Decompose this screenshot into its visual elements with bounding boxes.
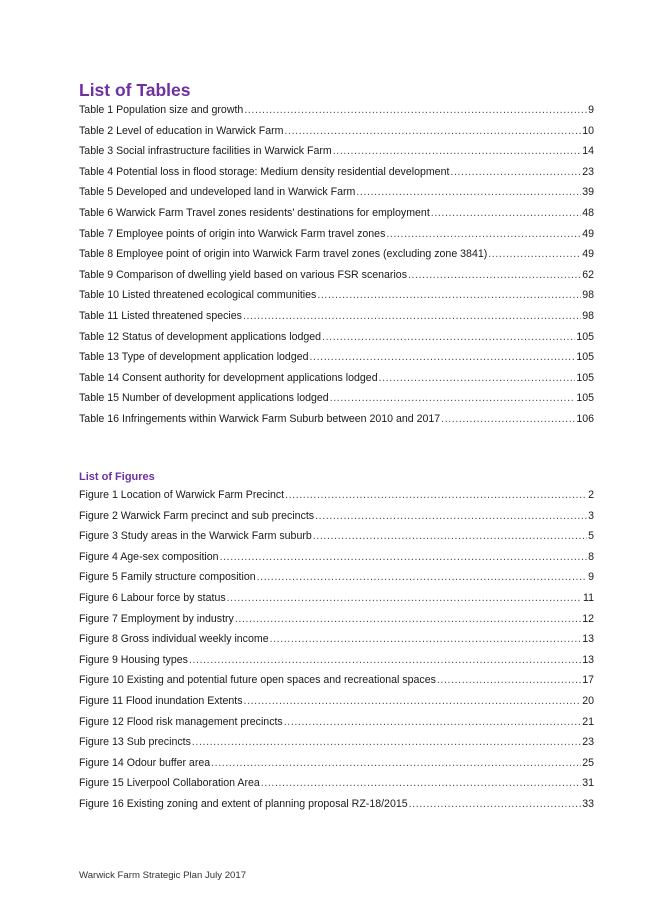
toc-entry-page-number: 62 <box>582 268 594 281</box>
toc-entry-page-number: 23 <box>582 736 594 749</box>
toc-entry-page-number: 105 <box>576 371 594 384</box>
toc-entry[interactable] <box>79 247 594 268</box>
toc-entry-page-number: 105 <box>576 330 594 343</box>
toc-entry[interactable] <box>79 124 594 145</box>
dot-leader <box>310 350 576 364</box>
toc-entry[interactable] <box>79 756 594 777</box>
dot-leader <box>192 735 581 749</box>
list-of-figures-heading: List of Figures <box>79 471 155 483</box>
dot-leader <box>211 756 581 770</box>
toc-entry-page-number: 33 <box>582 797 594 810</box>
page-footer: Warwick Farm Strategic Plan July 2017 <box>79 870 247 881</box>
toc-entry[interactable] <box>79 330 594 351</box>
toc-entry-page-number: 49 <box>582 227 594 240</box>
dot-leader <box>284 715 581 729</box>
toc-entry-page-number: 12 <box>582 612 594 625</box>
toc-entry-page-number: 49 <box>582 248 594 261</box>
toc-entry-page-number: 5 <box>588 530 594 543</box>
toc-entry[interactable] <box>79 350 594 371</box>
dot-leader <box>356 185 581 199</box>
dot-leader <box>285 124 582 138</box>
dot-leader <box>257 570 587 584</box>
dot-leader <box>386 227 581 241</box>
toc-entry-label: Table 7 Employee points of origin into Warwick Farm travel zones <box>79 227 386 240</box>
toc-entry[interactable] <box>79 103 594 124</box>
toc-entry-label: Table 15 Number of development applications lodged <box>79 392 329 405</box>
toc-entry-page-number: 21 <box>582 715 594 728</box>
toc-entry[interactable] <box>79 653 594 674</box>
toc-entry-label: Table 10 Listed threatened ecological communities <box>79 289 317 302</box>
toc-entry[interactable] <box>79 206 594 227</box>
dot-leader <box>408 268 581 282</box>
dot-leader <box>270 632 582 646</box>
toc-entry-page-number: 9 <box>588 571 594 584</box>
toc-entry-page-number: 48 <box>582 206 594 219</box>
toc-entry[interactable] <box>79 776 594 797</box>
toc-entry-page-number: 3 <box>588 509 594 522</box>
toc-entry[interactable] <box>79 715 594 736</box>
toc-entry-page-number: 2 <box>588 489 594 501</box>
toc-entry-page-number: 106 <box>576 412 594 425</box>
dot-leader <box>261 776 581 790</box>
toc-entry-page-number: 9 <box>588 104 594 116</box>
toc-entry-label: Table 5 Developed and undeveloped land in Warwick Farm <box>79 186 356 199</box>
toc-entry[interactable] <box>79 227 594 248</box>
dot-leader <box>488 247 581 261</box>
toc-entry-label: Figure 12 Flood risk management precincts <box>79 715 283 728</box>
toc-entry[interactable] <box>79 694 594 715</box>
dot-leader <box>244 103 587 117</box>
toc-entry-label: Figure 8 Gross individual weekly income <box>79 633 269 646</box>
dot-leader <box>317 288 581 302</box>
toc-entry-page-number: 39 <box>582 186 594 199</box>
toc-entry-label: Figure 1 Location of Warwick Farm Precinct <box>79 489 285 501</box>
toc-entry[interactable] <box>79 550 594 571</box>
dot-leader <box>450 165 581 179</box>
toc-entry-label: Figure 11 Flood inundation Extents <box>79 694 243 707</box>
dot-leader <box>189 653 581 667</box>
toc-entry-label: Table 2 Level of education in Warwick Farm <box>79 124 284 137</box>
toc-entry[interactable] <box>79 612 594 633</box>
toc-entry-label: Table 9 Comparison of dwelling yield based on various FSR scenarios <box>79 268 407 281</box>
dot-leader <box>285 488 587 502</box>
dot-leader <box>379 371 576 385</box>
toc-entry[interactable] <box>79 529 594 550</box>
toc-entry-page-number: 31 <box>582 777 594 790</box>
dot-leader <box>322 330 575 344</box>
toc-entry[interactable] <box>79 509 594 530</box>
toc-entry[interactable] <box>79 797 594 818</box>
toc-entry-label: Table 12 Status of development applications lodged <box>79 330 322 343</box>
toc-entry[interactable] <box>79 185 594 206</box>
toc-entry-label: Table 3 Social infrastructure facilities in Warwick Farm <box>79 145 332 158</box>
toc-entry[interactable] <box>79 632 594 653</box>
toc-entry-page-number: 13 <box>582 653 594 666</box>
toc-entry[interactable] <box>79 488 594 509</box>
toc-entry-label: Figure 15 Liverpool Collaboration Area <box>79 777 260 790</box>
toc-entry[interactable] <box>79 391 594 412</box>
toc-entry-label: Figure 6 Labour force by status <box>79 591 226 604</box>
toc-entry[interactable] <box>79 144 594 165</box>
dot-leader <box>227 591 582 605</box>
toc-entry-page-number: 23 <box>582 165 594 178</box>
toc-entry-page-number: 17 <box>582 674 594 687</box>
toc-entry[interactable] <box>79 371 594 392</box>
toc-entry-page-number: 98 <box>582 309 594 322</box>
toc-entry-page-number: 20 <box>582 694 594 707</box>
toc-entry-label: Figure 7 Employment by industry <box>79 612 234 625</box>
toc-entry-label: Table 11 Listed threatened species <box>79 309 242 322</box>
dot-leader <box>441 412 575 426</box>
toc-entry[interactable] <box>79 735 594 756</box>
toc-entry-label: Table 13 Type of development application lodged <box>79 351 309 364</box>
toc-entry-label: Table 14 Consent authority for development applications lodged <box>79 371 378 384</box>
toc-entry[interactable] <box>79 591 594 612</box>
toc-entry-label: Figure 13 Sub precincts <box>79 736 191 749</box>
toc-entry-page-number: 25 <box>582 756 594 769</box>
toc-entry[interactable] <box>79 570 594 591</box>
toc-entry-label: Figure 14 Odour buffer area <box>79 756 211 769</box>
toc-entry-label: Figure 5 Family structure composition <box>79 571 256 584</box>
toc-entry-label: Table 16 Infringements within Warwick Farm Suburb between 2010 and 2017 <box>79 412 441 425</box>
toc-entry-page-number: 105 <box>576 392 594 405</box>
dot-leader <box>235 612 581 626</box>
figures-list <box>79 488 594 818</box>
toc-entry-label: Figure 2 Warwick Farm precinct and sub precincts <box>79 509 315 522</box>
tables-list <box>79 103 594 433</box>
toc-entry-label: Table 4 Potential loss in flood storage: Medium density residential development <box>79 165 450 178</box>
toc-entry-page-number: 98 <box>582 289 594 302</box>
toc-entry[interactable] <box>79 412 594 433</box>
dot-leader <box>437 673 581 687</box>
toc-entry-label: Figure 9 Housing types <box>79 653 188 666</box>
toc-entry-page-number: 13 <box>582 633 594 646</box>
toc-entry-label: Figure 16 Existing zoning and extent of planning proposal RZ-18/2015 <box>79 797 408 810</box>
toc-entry-page-number: 14 <box>582 145 594 158</box>
toc-entry-label: Figure 4 Age-sex composition <box>79 550 219 563</box>
dot-leader <box>220 550 588 564</box>
toc-entry-label: Table 8 Employee point of origin into Warwick Farm travel zones (excluding zone 3841) <box>79 248 488 261</box>
list-of-tables-heading: List of Tables <box>79 80 191 100</box>
toc-entry[interactable] <box>79 165 594 186</box>
toc-entry[interactable] <box>79 268 594 289</box>
dot-leader <box>333 144 581 158</box>
toc-entry-page-number: 8 <box>588 550 594 563</box>
dot-leader <box>431 206 581 220</box>
dot-leader <box>315 509 587 523</box>
toc-entry-label: Figure 10 Existing and potential future open spaces and recreational spaces <box>79 674 436 687</box>
toc-entry-label: Table 6 Warwick Farm Travel zones residents' destinations for employment <box>79 206 430 219</box>
toc-entry-label: Table 1 Population size and growth <box>79 104 244 116</box>
toc-entry-label: Figure 3 Study areas in the Warwick Farm suburb <box>79 530 312 543</box>
toc-entry[interactable] <box>79 288 594 309</box>
toc-entry-page-number: 10 <box>582 124 594 137</box>
toc-entry-page-number: 105 <box>576 351 594 364</box>
toc-entry[interactable] <box>79 309 594 330</box>
dot-leader <box>313 529 587 543</box>
dot-leader <box>330 391 576 405</box>
dot-leader <box>409 797 582 811</box>
dot-leader <box>243 309 581 323</box>
toc-entry-page-number: 11 <box>583 591 594 604</box>
toc-entry[interactable] <box>79 673 594 694</box>
dot-leader <box>244 694 582 708</box>
